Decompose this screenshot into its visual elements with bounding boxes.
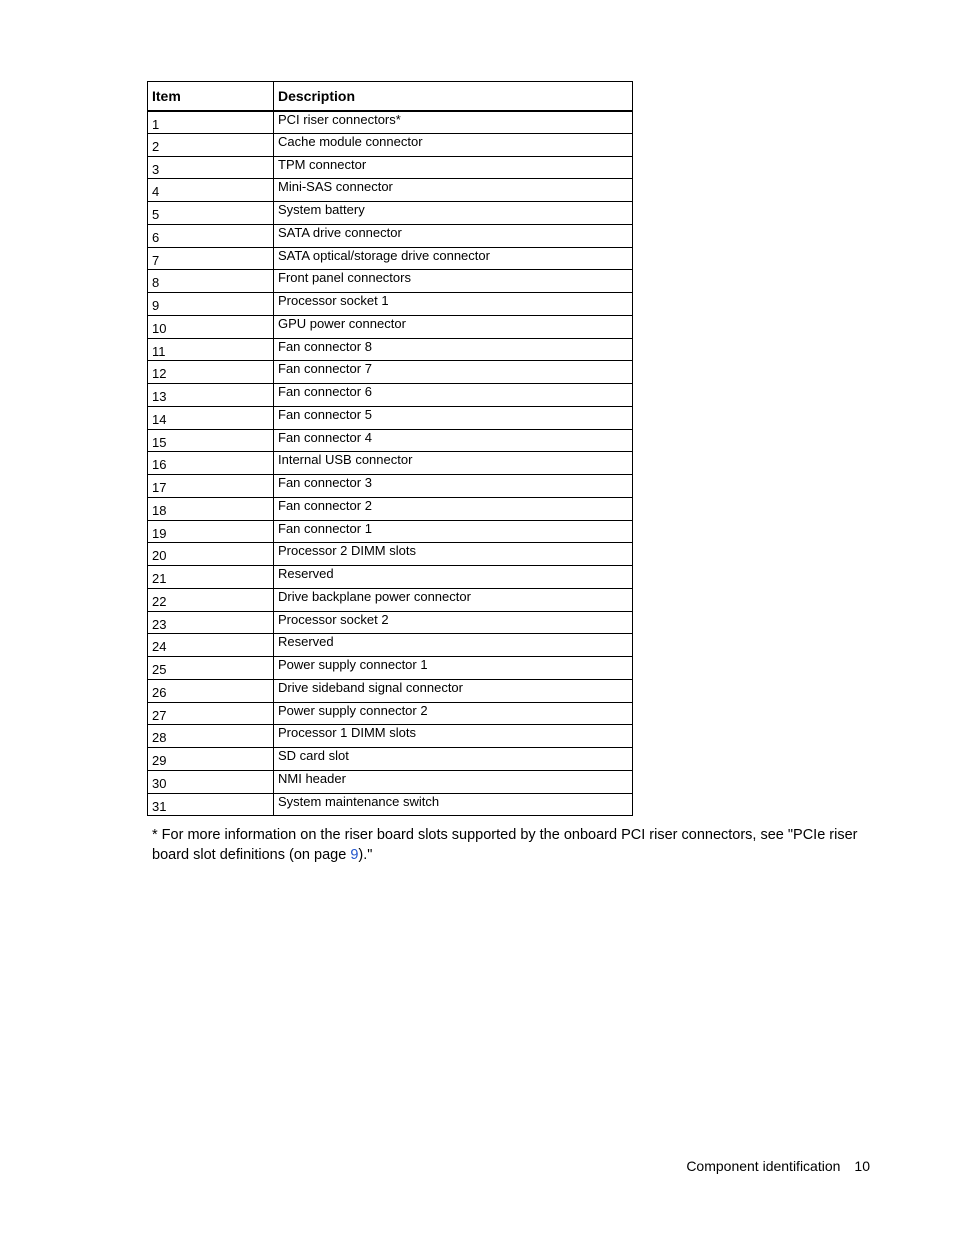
table-row [148,202,633,225]
item-number-cell: 12 [148,361,274,384]
table-row [148,429,633,452]
footer-section-title: Component identification [686,1158,841,1174]
table-row [148,156,633,179]
item-number-cell: 25 [148,657,274,680]
item-number-cell: 14 [148,406,274,429]
item-number-cell: 11 [148,338,274,361]
column-header-item: Item [148,82,274,111]
column-header-description: Description [274,82,633,111]
table-row [148,634,633,657]
table-row [148,133,633,156]
description-cell: GPU power connector [274,315,633,338]
description-cell: Processor socket 2 [274,611,633,634]
table-row [148,520,633,543]
description-cell: Fan connector 7 [274,361,633,384]
description-cell: Drive backplane power connector [274,588,633,611]
description-cell: Reserved [274,566,633,589]
description-cell: SATA optical/storage drive connector [274,247,633,270]
description-cell: Processor 2 DIMM slots [274,543,633,566]
page-footer [686,1158,870,1174]
table-row [148,543,633,566]
description-cell: Fan connector 4 [274,429,633,452]
item-number-cell: 1 [148,111,274,134]
item-number-cell: 10 [148,315,274,338]
description-cell: Fan connector 3 [274,475,633,498]
table-row [148,497,633,520]
item-number-cell: 16 [148,452,274,475]
table-row [148,452,633,475]
item-number-cell: 21 [148,566,274,589]
item-number-cell: 31 [148,793,274,816]
table-row [148,338,633,361]
description-cell: System maintenance switch [274,793,633,816]
description-cell: Drive sideband signal connector [274,679,633,702]
description-cell: NMI header [274,770,633,793]
table-row [148,224,633,247]
table-body [148,111,633,816]
item-number-cell: 17 [148,475,274,498]
description-cell: Processor socket 1 [274,293,633,316]
table-row [148,179,633,202]
table-row [148,793,633,816]
table-row [148,657,633,680]
table-header-row [148,82,633,111]
description-cell: Fan connector 8 [274,338,633,361]
table-row [148,384,633,407]
description-cell: Processor 1 DIMM slots [274,725,633,748]
table-row [148,748,633,771]
item-number-cell: 9 [148,293,274,316]
description-cell: Cache module connector [274,133,633,156]
description-cell: SATA drive connector [274,224,633,247]
item-number-cell: 27 [148,702,274,725]
table-row [148,111,633,134]
item-number-cell: 5 [148,202,274,225]
item-number-cell: 20 [148,543,274,566]
item-number-cell: 22 [148,588,274,611]
table-row [148,293,633,316]
description-cell: Power supply connector 1 [274,657,633,680]
description-cell: Mini-SAS connector [274,179,633,202]
item-number-cell: 23 [148,611,274,634]
item-number-cell: 15 [148,429,274,452]
item-number-cell: 29 [148,748,274,771]
table-row [148,725,633,748]
item-number-cell: 13 [148,384,274,407]
item-number-cell: 8 [148,270,274,293]
table-row [148,566,633,589]
description-cell: Power supply connector 2 [274,702,633,725]
table-row [148,361,633,384]
item-number-cell: 19 [148,520,274,543]
item-number-cell: 7 [148,247,274,270]
description-cell: System battery [274,202,633,225]
page-reference-link[interactable]: 9 [350,847,359,863]
description-cell: Reserved [274,634,633,657]
description-cell: Internal USB connector [274,452,633,475]
footnote [152,825,882,865]
table-row [148,588,633,611]
table-row [148,679,633,702]
description-cell: Fan connector 1 [274,520,633,543]
table-row [148,270,633,293]
item-number-cell: 6 [148,224,274,247]
item-number-cell: 4 [148,179,274,202]
description-cell: Fan connector 5 [274,406,633,429]
description-cell: SD card slot [274,748,633,771]
item-number-cell: 18 [148,497,274,520]
table-row [148,475,633,498]
item-number-cell: 28 [148,725,274,748]
table-row [148,770,633,793]
table-row [148,611,633,634]
item-number-cell: 26 [148,679,274,702]
description-cell: TPM connector [274,156,633,179]
table-row [148,247,633,270]
description-cell: Fan connector 2 [274,497,633,520]
item-number-cell: 2 [148,133,274,156]
table-row [148,406,633,429]
footnote-text-end: )." [358,847,373,863]
description-cell: Fan connector 6 [274,384,633,407]
footnote-text: * For more information on the riser board slots supported by the onboard PCI riser connectors, see "PCIe riser board slot definitions (on page [152,827,858,863]
table-row [148,315,633,338]
component-table [147,81,633,816]
table-row [148,702,633,725]
item-number-cell: 30 [148,770,274,793]
description-cell: PCI riser connectors* [274,111,633,134]
item-number-cell: 24 [148,634,274,657]
footer-page-number: 10 [854,1158,870,1174]
description-cell: Front panel connectors [274,270,633,293]
item-number-cell: 3 [148,156,274,179]
